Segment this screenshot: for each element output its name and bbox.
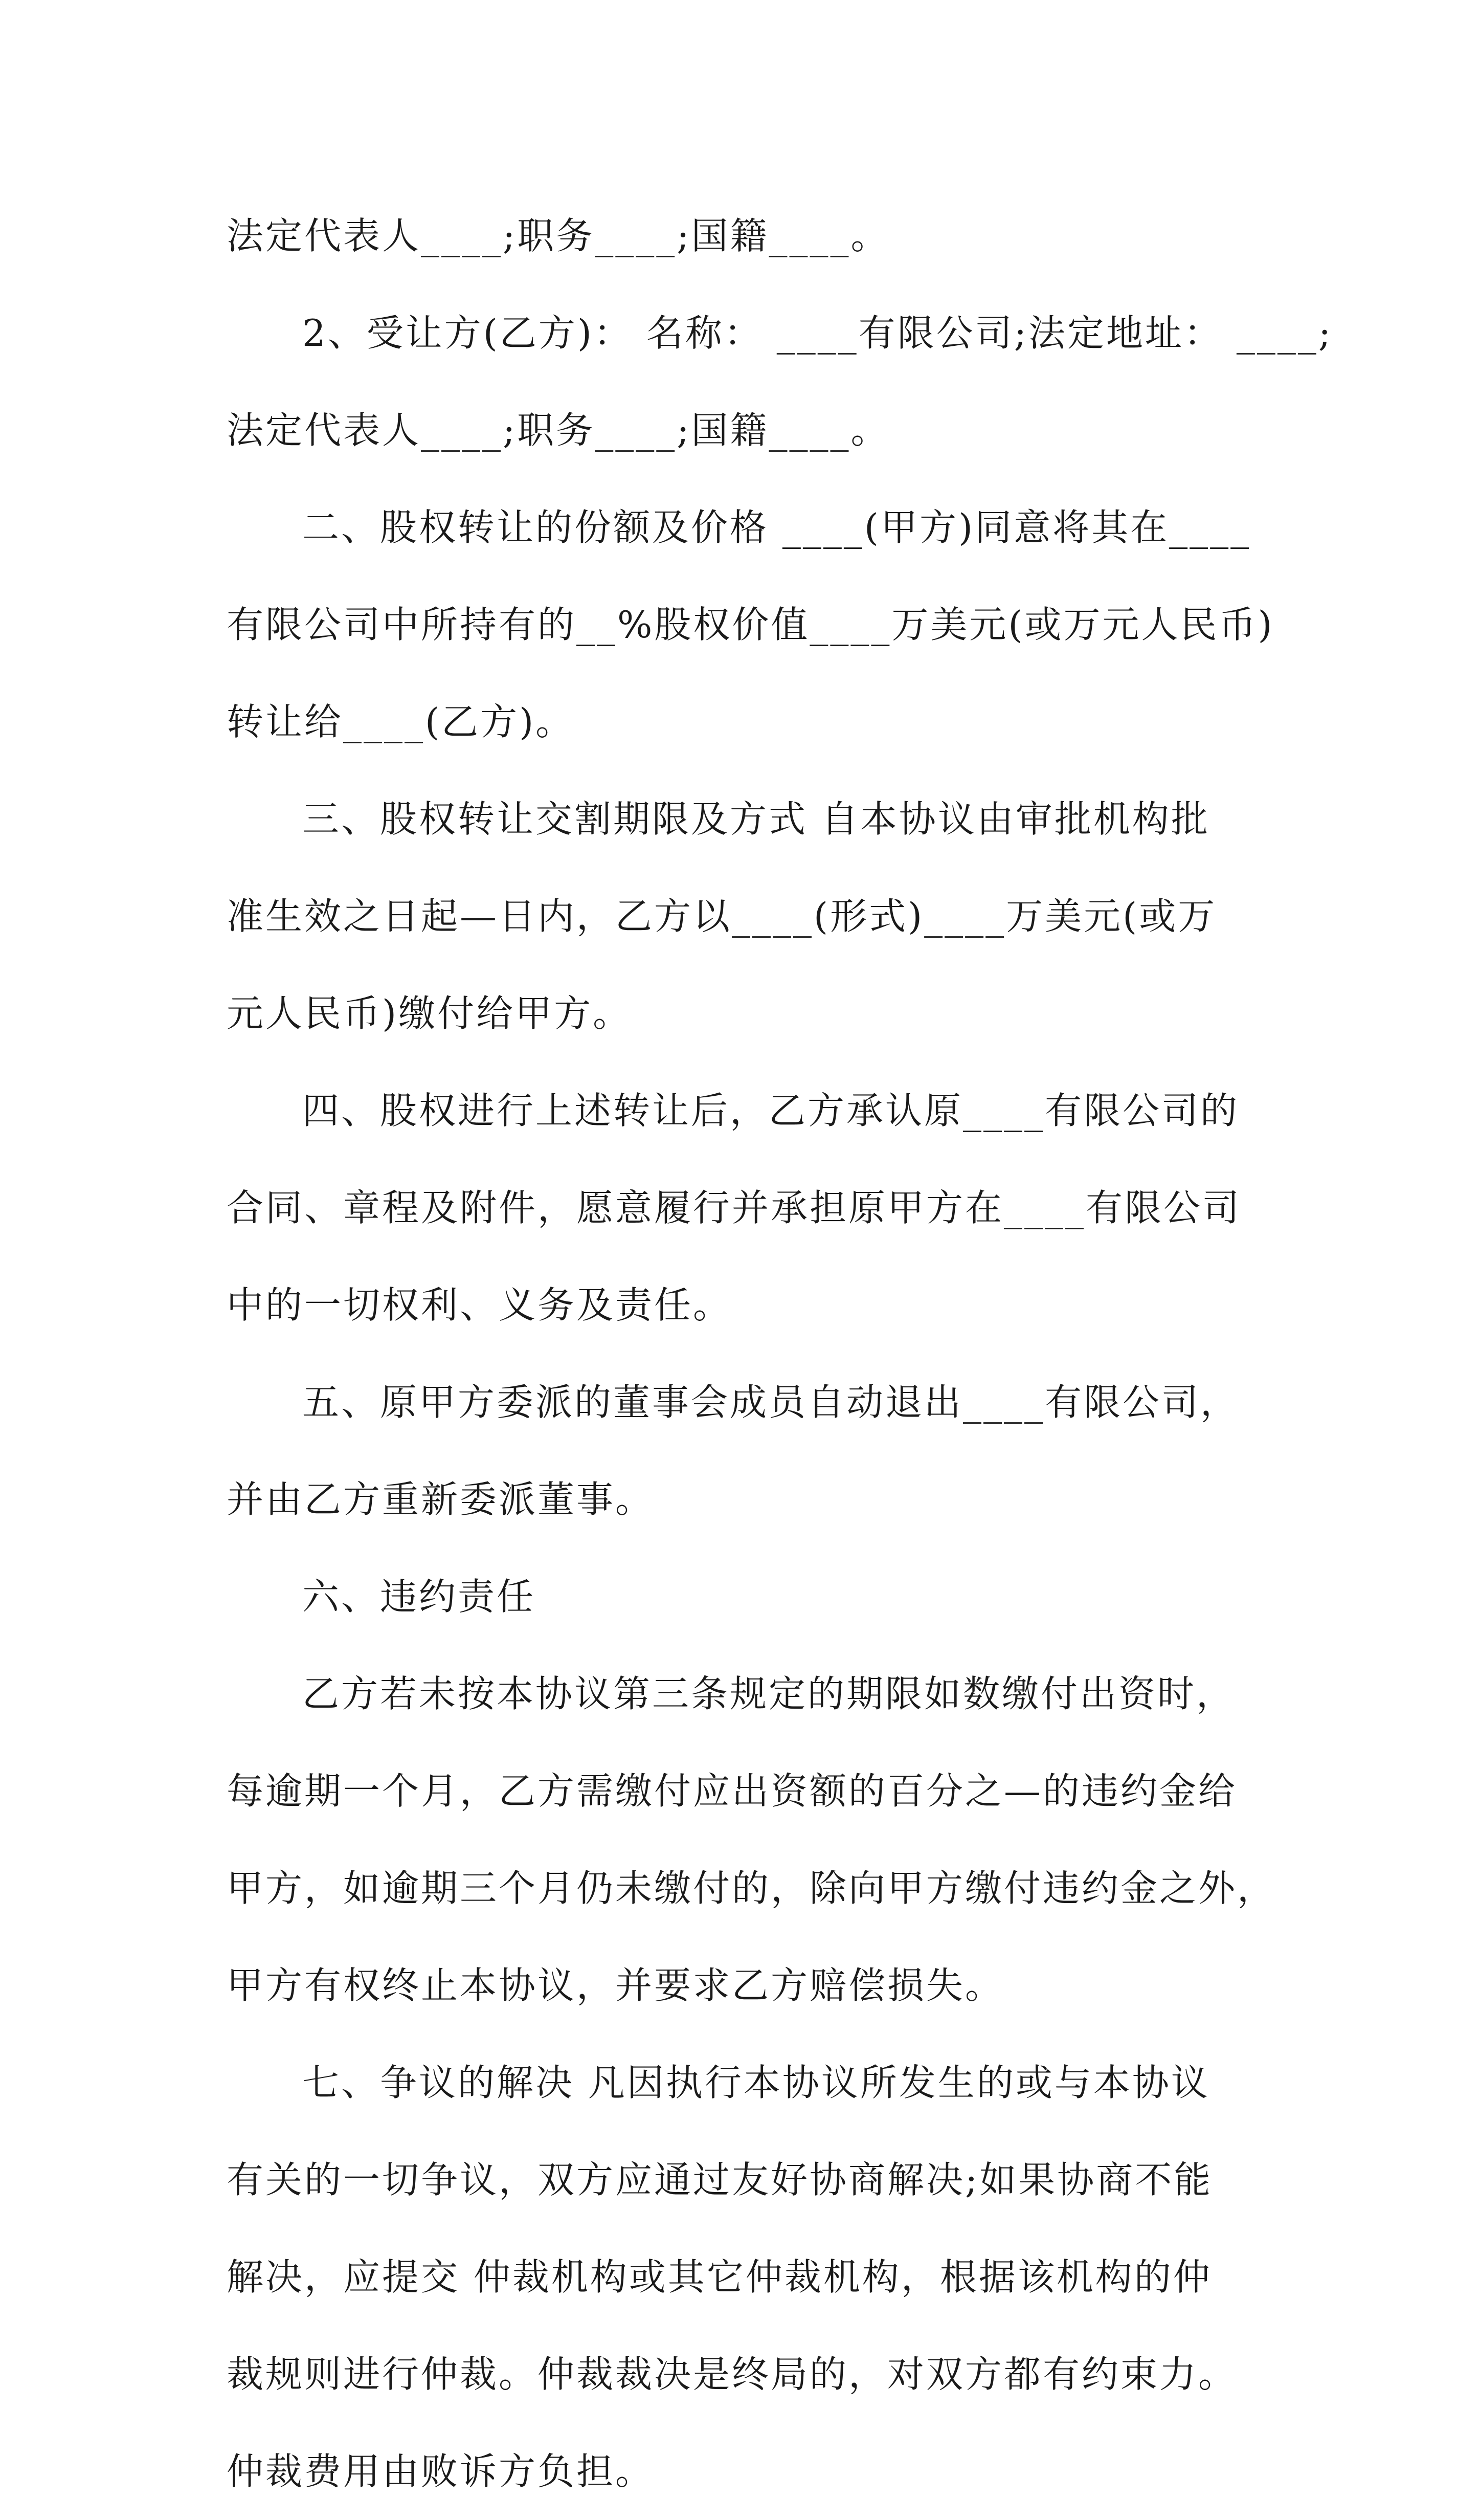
text-line: 每逾期一个月，乙方需缴付应出资额的百分之—的违约金给 (227, 1770, 1238, 1812)
text-line: 甲方有权终止本协议，并要求乙方赔偿损失。 (227, 1964, 1004, 2007)
text-line: 仲裁费用由败诉方负担。 (227, 2450, 655, 2493)
text-line: 四、股权进行上述转让后，乙方承认原____有限公司的 (302, 1089, 1240, 1132)
text-line: 法定代表人____;职务____;国籍____。 (227, 409, 890, 452)
text-line: 有关的一切争议，双方应通过友好协商解决;如果协商不能 (227, 2158, 1213, 2201)
text-line: 裁规则进行仲裁。仲裁裁决是终局的，对双方都有约束力。 (227, 2353, 1238, 2396)
text-line: 合同、章程及附件，愿意履行并承担原甲方在____有限公司 (227, 1186, 1242, 1229)
text-line: 乙方若未按本协议第三条规定的期限如数缴付出资时， (302, 1672, 1236, 1715)
text-line: 法定代表人____;职务____;国籍____。 (227, 214, 890, 257)
text-line: 七、争议的解决 凡因执行本协议所发生的或与本协议 (302, 2061, 1210, 2104)
text-line: 2、受让方(乙方)： 名称： ____有限公司;法定地址： ____; (302, 312, 1333, 355)
text-line: 甲方，如逾期三个月仍未缴付的，除向甲方缴付违约金之外， (227, 1867, 1276, 1910)
text-line: 中的一切权利、义务及责任。 (227, 1284, 732, 1327)
text-line: 有限公司中所持有的__%股权价值____万美元(或万元人民币) (227, 603, 1274, 646)
text-line: 准生效之日起—日内，乙方以____(形式)____万美元(或万 (227, 895, 1217, 938)
section-heading: 六、违约责任 (302, 1575, 536, 1618)
document-body (227, 187, 1333, 2520)
text-line: 转让给____(乙方)。 (227, 700, 575, 743)
text-line: 并由乙方重新委派董事。 (227, 1478, 655, 1521)
text-line: 元人民币)缴付给甲方。 (227, 992, 632, 1035)
text-line: 解决，应提交 仲裁机构或其它仲裁机构，根据该机构的仲 (227, 2256, 1212, 2298)
text-line: 三、股权转让交割期限及方式 自本协议由审批机构批 (302, 798, 1210, 841)
text-line: 五、原甲方委派的董事会成员自动退出____有限公司， (302, 1381, 1240, 1424)
text-line: 二、股权转让的份额及价格 ____(甲方)同意将其在____ (302, 506, 1251, 549)
